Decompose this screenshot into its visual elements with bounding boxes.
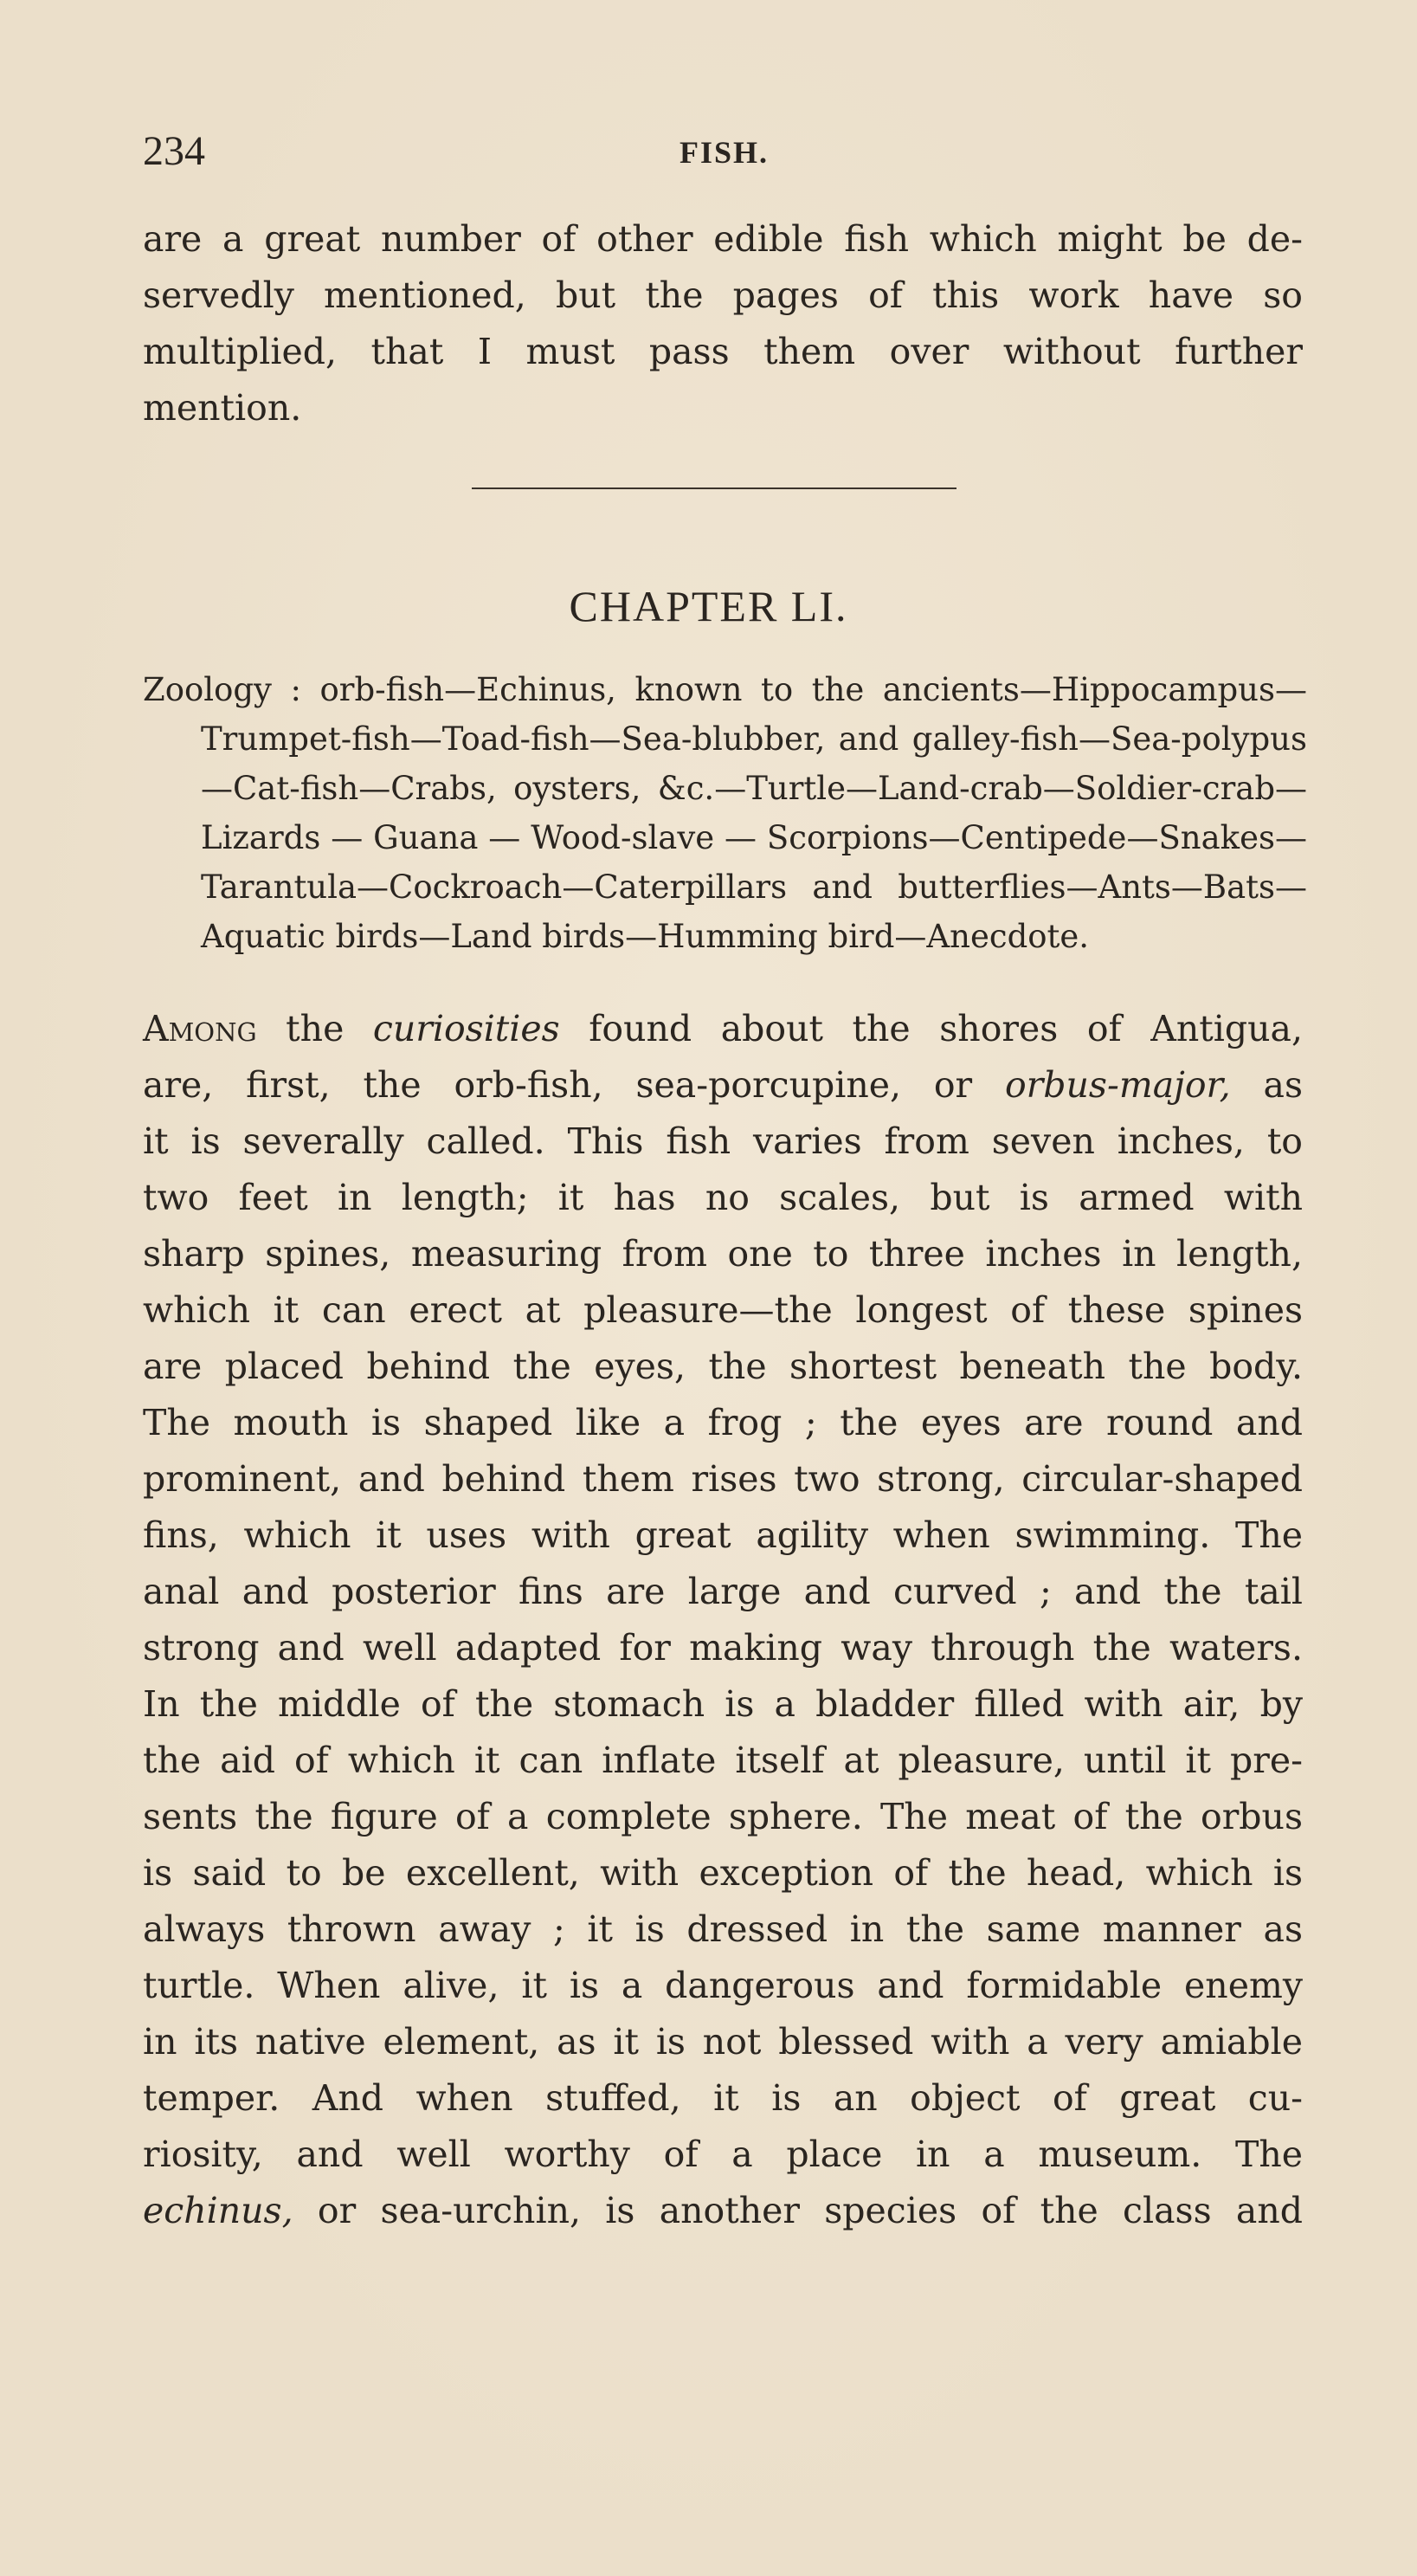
text-line: multiplied, that I must pass them over without further (143, 331, 1303, 372)
synopsis-line: Zoology : orb-fish—Echinus, known to the ancients—Hippocampus— (143, 671, 1307, 708)
page-number: 234 (143, 128, 205, 174)
text-line: strong and well adapted for making way through the waters. (143, 1627, 1303, 1669)
text-line (143, 1001, 1303, 1057)
synopsis-line: Lizards — Guana — Wood-slave — Scorpions—Centipede—Snakes— (201, 819, 1307, 856)
text-line: are a great number of other edible fish which might be de- (143, 218, 1303, 260)
italic-term: echinus, (143, 2190, 293, 2231)
text-line (143, 1057, 1303, 1114)
synopsis-line: Tarantula—Cockroach—Caterpillars and butterflies—Ants—Bats— (201, 868, 1307, 906)
running-head: FISH. (680, 135, 770, 170)
text-run: the (256, 1008, 373, 1049)
text-line: sents the figure of a complete sphere. The meat of the orbus (143, 1796, 1303, 1837)
text-line: riosity, and well worthy of a place in a museum. The (143, 2134, 1303, 2175)
text-line: the aid of which it can inflate itself at pleasure, until it pre- (143, 1740, 1303, 1781)
section-divider (472, 487, 956, 489)
text-run: or sea-urchin, is another species of the class and (293, 2190, 1303, 2231)
text-line: temper. And when stuffed, it is an object of great cu- (143, 2077, 1303, 2119)
text-run: as (1230, 1064, 1303, 1106)
text-line: servedly mentioned, but the pages of this work have so (143, 274, 1303, 316)
synopsis-line: Aquatic birds—Land birds—Humming bird—Anecdote. (201, 918, 1090, 955)
text-line: two feet in length; it has no scales, but is armed with (143, 1177, 1303, 1218)
italic-term: orbus-major, (1004, 1064, 1231, 1106)
text-line: are placed behind the eyes, the shortest beneath the body. (143, 1346, 1303, 1387)
intro-paragraph (143, 211, 1303, 436)
italic-term: curiosities (372, 1008, 560, 1049)
text-line: always thrown away ; it is dressed in the same manner as (143, 1908, 1303, 1950)
opening-word: Among (143, 1008, 257, 1049)
text-line: sharp spines, measuring from one to three inches in length, (143, 1233, 1303, 1275)
text-line: which it can erect at pleasure—the longest of these spines (143, 1289, 1303, 1331)
chapter-synopsis (143, 665, 1307, 961)
text-line: in its native element, as it is not blessed with a very amiable (143, 2021, 1303, 2063)
text-line (143, 2183, 1303, 2239)
text-line: it is severally called. This fish varies from seven inches, to (143, 1120, 1303, 1162)
synopsis-line: —Cat-fish—Crabs, oysters, &c.—Turtle—Land-crab—Soldier-crab— (201, 770, 1307, 807)
text-run: are, first, the orb-fish, sea-porcupine, or (143, 1064, 1005, 1106)
page-header (143, 126, 1320, 178)
text-run: found about the shores of Antigua, (559, 1008, 1303, 1049)
synopsis-line: Trumpet-fish—Toad-fish—Sea-blubber, and galley-fish—Sea-polypus (201, 720, 1307, 758)
text-line: fins, which it uses with great agility when swimming. The (143, 1514, 1303, 1556)
text-line: prominent, and behind them rises two strong, circular-shaped (143, 1458, 1303, 1500)
text-line: is said to be excellent, with exception of the head, which is (143, 1852, 1303, 1894)
text-line: anal and posterior fins are large and curved ; and the tail (143, 1571, 1303, 1612)
body-paragraph (143, 1001, 1303, 2239)
chapter-title: CHAPTER LI. (569, 582, 848, 630)
text-line: The mouth is shaped like a frog ; the eyes are round and (143, 1402, 1303, 1443)
text-line: In the middle of the stomach is a bladder filled with air, by (143, 1683, 1303, 1725)
text-line: turtle. When alive, it is a dangerous and formidable enemy (143, 1965, 1303, 2006)
text-line: mention. (143, 387, 302, 429)
